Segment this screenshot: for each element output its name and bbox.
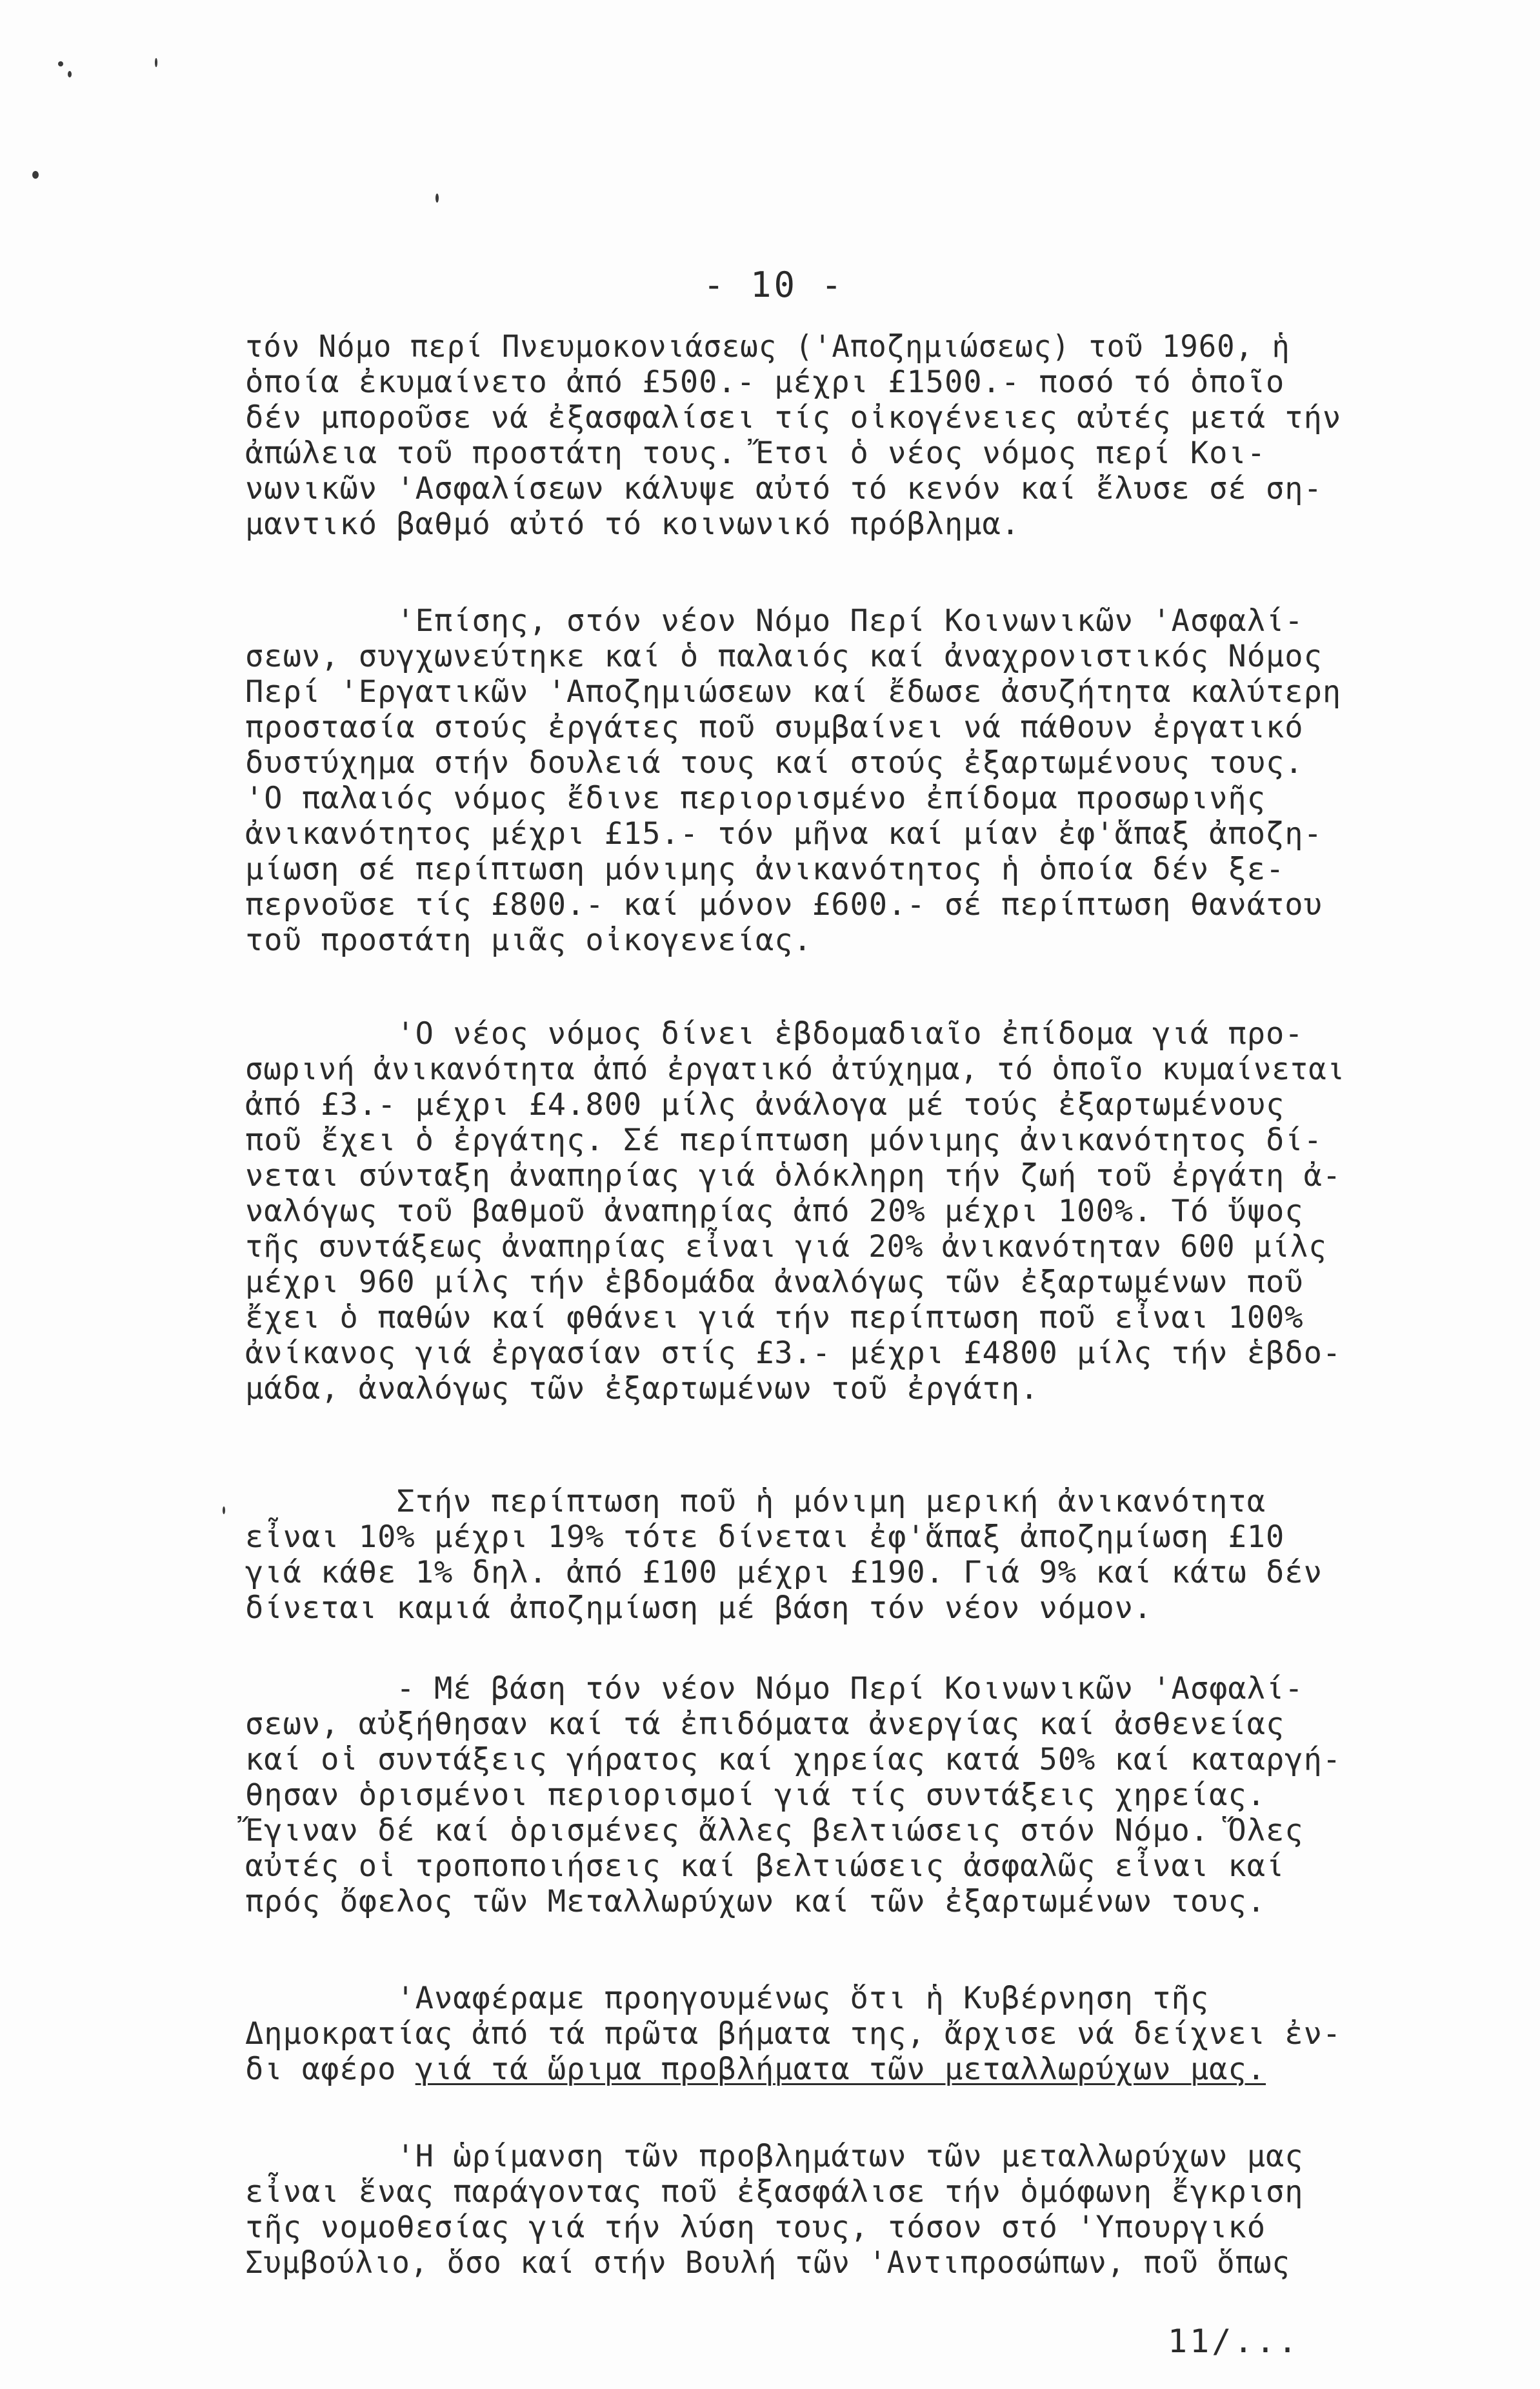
text-line: ἀνικανότητος μέχρι £15.- τόν μῆνα καί μίαν ἐφ'ἅπαξ ἀποζη- xyxy=(245,816,1323,852)
text-line: μαντικό βαθμό αὐτό τό κοινωνικό πρόβλημα. xyxy=(245,506,1021,542)
text-line: μίωση σέ περίπτωση μόνιμης ἀνικανότητος ἡ ὁποία δέν ξε- xyxy=(245,852,1285,887)
text-line: ὁποία ἐκυμαίνετο ἀπό £500.- μέχρι £1500.- ποσό τό ὁποῖο xyxy=(245,365,1285,400)
text-line: προστασία στούς ἐργάτες ποῦ συμβαίνει νά πάθουν ἐργατικό xyxy=(245,710,1304,745)
underlined-phrase: γιά τά ὥριμα προβλήματα τῶν μεταλλωρύχων μας. xyxy=(415,2052,1266,2087)
text-line: Ἔγιναν δέ καί ὁρισμένες ἄλλες βελτιώσεις στόν Νόμο. Ὅλες xyxy=(245,1813,1304,1848)
paragraph-6 xyxy=(245,1981,1445,2087)
text-line: 'Ο νέος νόμος δίνει ἑβδομαδιαῖο ἐπίδομα γιά προ- xyxy=(245,1016,1304,1052)
scan-speck xyxy=(58,61,63,66)
text-line: αὐτές οἱ τροποποιήσεις καί βελτιώσεις ἀσφαλῶς εἶναι καί xyxy=(245,1848,1285,1884)
text-line: εἶναι 10% μέχρι 19% τότε δίνεται ἐφ'ἅπαξ ἀποζημίωση £10 xyxy=(245,1519,1285,1555)
text-line: μέχρι 960 μίλς τήν ἑβδομάδα ἀναλόγως τῶν ἐξαρτωμένων ποῦ xyxy=(245,1264,1304,1300)
text-line: καί οἱ συντάξεις γήρατος καί χηρείας κατά 50% καί καταργή- xyxy=(245,1742,1342,1777)
scan-speck xyxy=(155,58,157,67)
text-line: σεων, συγχωνεύτηκε καί ὁ παλαιός καί ἀναχρονιστικός Νόμος xyxy=(245,639,1323,674)
text-line: τοῦ προστάτη μιᾶς οἰκογενείας. xyxy=(245,923,812,958)
text-line: σωρινή ἀνικανότητα ἀπό ἐργατικό ἀτύχημα, τό ὁποῖο κυμαίνεται xyxy=(245,1052,1346,1087)
page-number: - 10 - xyxy=(703,265,845,305)
text-line: τῆς νομοθεσίας γιά τήν λύση τους, τόσον στό 'Υπουργικό xyxy=(245,2210,1266,2245)
scan-speck xyxy=(32,171,39,179)
text-line: δίνεται καμιά ἀποζημίωση μέ βάση τόν νέον νόμον. xyxy=(245,1590,1153,1626)
text-line: σεων, αὐξήθησαν καί τά ἐπιδόματα ἀνεργίας καί ἀσθενείας xyxy=(245,1706,1285,1742)
continuation-marker: 11/... xyxy=(1168,2323,1300,2360)
paragraph-3 xyxy=(245,1016,1445,1406)
text-line: Στήν περίπτωση ποῦ ἡ μόνιμη μερική ἀνικανότητα xyxy=(245,1484,1266,1519)
text-line: ποῦ ἔχει ὁ ἐργάτης. Σέ περίπτωση μόνιμης ἀνικανότητος δί- xyxy=(245,1123,1323,1158)
text-line: πρός ὄφελος τῶν Μεταλλωρύχων καί τῶν ἐξαρτωμένων τους. xyxy=(245,1884,1266,1919)
text-line: 'Ο παλαιός νόμος ἔδινε περιορισμένο ἐπίδομα προσωρινῆς xyxy=(245,781,1266,816)
scan-speck xyxy=(223,1506,225,1514)
text-line: θησαν ὁρισμένοι περιορισμοί γιά τίς συντάξεις χηρείας. xyxy=(245,1777,1266,1813)
text-line: 'Η ὡρίμανση τῶν προβλημάτων τῶν μεταλλωρύχων μας xyxy=(245,2139,1304,2174)
text-line: 'Αναφέραμε προηγουμένως ὅτι ἡ Κυβέρνηση τῆς xyxy=(245,1981,1210,2016)
paragraph-4 xyxy=(245,1484,1445,1626)
text-line: περνοῦσε τίς £800.- καί μόνον £600.- σέ περίπτωση θανάτου xyxy=(245,887,1323,923)
scan-speck xyxy=(68,71,72,77)
text-line: ἔχει ὁ παθών καί φθάνει γιά τήν περίπτωση ποῦ εἶναι 100% xyxy=(245,1300,1304,1335)
text-fragment: δι αφέρο xyxy=(245,2052,415,2087)
text-line: τόν Νόμο περί Πνευμοκονιάσεως ('Αποζημιώσεως) τοῦ 1960, ἡ xyxy=(245,329,1290,365)
text-line: ναλόγως τοῦ βαθμοῦ ἀναπηρίας ἀπό 20% μέχρι 100%. Τό ὕψος xyxy=(245,1194,1304,1229)
paragraph-1 xyxy=(245,329,1445,542)
paragraph-2 xyxy=(245,603,1445,958)
text-line: δυστύχημα στήν δουλειά τους καί στούς ἐξαρτωμένους τους. xyxy=(245,745,1304,781)
scan-speck xyxy=(435,194,439,203)
paragraph-5 xyxy=(245,1671,1445,1919)
text-line: εἶναι ἕνας παράγοντας ποῦ ἐξασφάλισε τήν ὁμόφωνη ἔγκριση xyxy=(245,2174,1304,2210)
text-line: νεται σύνταξη ἀναπηρίας γιά ὁλόκληρη τήν ζωή τοῦ ἐργάτη ἀ- xyxy=(245,1158,1342,1194)
text-line: ἀνίκανος γιά ἐργασίαν στίς £3.- μέχρι £4800 μίλς τήν ἑβδο- xyxy=(245,1335,1342,1371)
text-line: Συμβούλιο, ὅσο καί στήν Βουλή τῶν 'Αντιπροσώπων, ποῦ ὅπως xyxy=(245,2245,1290,2281)
paragraph-7 xyxy=(245,2139,1445,2281)
text-line: Δημοκρατίας ἀπό τά πρῶτα βήματα της, ἄρχισε νά δείχνει ἐν- xyxy=(245,2016,1342,2052)
text-line: ἀπώλεια τοῦ προστάτη τους. Ἔτσι ὁ νέος νόμος περί Κοι- xyxy=(245,435,1266,471)
text-line: - Μέ βάση τόν νέον Νόμο Περί Κοινωνικῶν 'Ασφαλί- xyxy=(245,1671,1304,1706)
text-line: δέν μποροῦσε νά ἐξασφαλίσει τίς οἰκογένειες αὐτές μετά τήν xyxy=(245,400,1342,435)
text-line: 'Επίσης, στόν νέον Νόμο Περί Κοινωνικῶν 'Ασφαλί- xyxy=(245,603,1304,639)
text-line: Περί 'Εργατικῶν 'Αποζημιώσεων καί ἔδωσε ἀσυζήτητα καλύτερη xyxy=(245,674,1342,710)
text-line xyxy=(245,2052,1445,2087)
text-line: ἀπό £3.- μέχρι £4.800 μίλς ἀνάλογα μέ τούς ἐξαρτωμένους xyxy=(245,1087,1285,1123)
text-line: νωνικῶν 'Ασφαλίσεων κάλυψε αὐτό τό κενόν καί ἔλυσε σέ ση- xyxy=(245,471,1323,506)
text-line: τῆς συντάξεως ἀναπηρίας εἶναι γιά 20% ἀνικανότηταν 600 μίλς xyxy=(245,1229,1327,1264)
text-line: γιά κάθε 1% δηλ. ἀπό £100 μέχρι £190. Γιά 9% καί κάτω δέν xyxy=(245,1555,1323,1590)
text-line: μάδα, ἀναλόγως τῶν ἐξαρτωμένων τοῦ ἐργάτη. xyxy=(245,1371,1039,1406)
